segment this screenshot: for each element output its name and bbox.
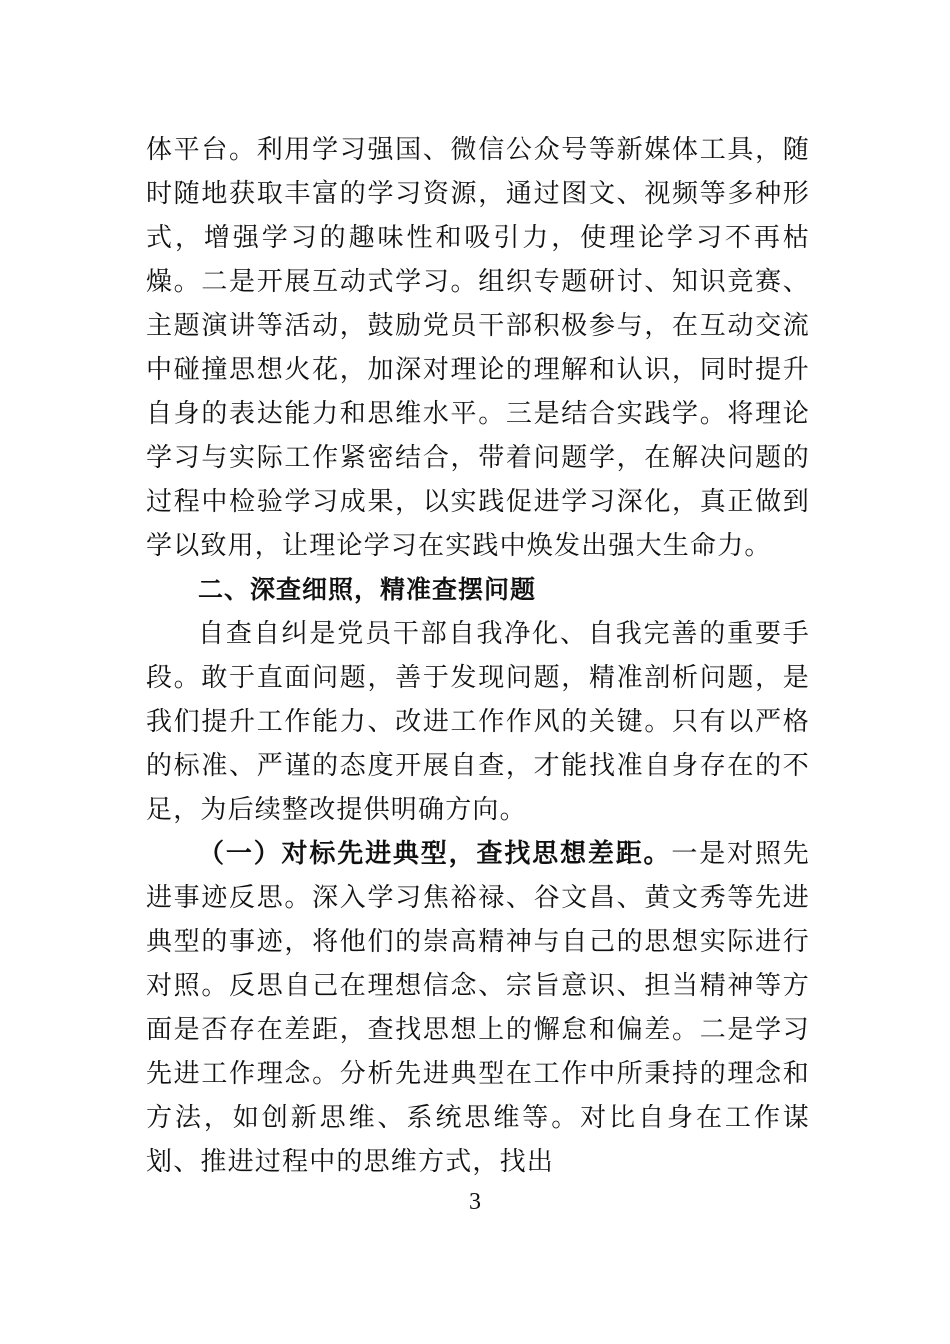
section-heading-2: 二、深查细照，精准查摆问题	[198, 575, 537, 604]
page-number: 3	[469, 1189, 481, 1215]
paragraph-benchmark-body: 一是对照先进事迹反思。深入学习焦裕禄、谷文昌、黄文秀等先进典型的事迹，将他们的崇高精神与自己的思想实际进行对照。反思自己在理想信念、宗旨意识、担当精神等方面是否存在差距，查找思想上的懈怠和偏差。二是学习先进工作理念。分析先进典型在工作中所秉持的理念和方法，如创新思维、系统思维等。对比自身在工作谋划、推进过程中的思维方式，找出	[146, 839, 810, 1177]
sub-heading-1: （一）对标先进典型，查找思想差距。	[198, 839, 672, 869]
paragraph-learning-methods: 体平台。利用学习强国、微信公众号等新媒体工具，随时随地获取丰富的学习资源，通过图文、视频等多种形式，增强学习的趣味性和吸引力，使理论学习不再枯燥。二是开展互动式学习。组织专题研讨、知识竞赛、主题演讲等活动，鼓励党员干部积极参与，在互动交流中碰撞思想火花，加深对理论的理解和认识，同时提升自身的表达能力和思维水平。三是结合实践学。将理论学习与实际工作紧密结合，带着问题学，在解决问题的过程中检验学习成果，以实践促进学习深化，真正做到学以致用，让理论学习在实践中焕发出强大生命力。	[146, 135, 810, 561]
paragraph-self-inspection: 自查自纠是党员干部自我净化、自我完善的重要手段。敢于直面问题，善于发现问题，精准剖析问题，是我们提升工作能力、改进工作作风的关键。只有以严格的标准、严谨的态度开展自查，才能找准自身存在的不足，为后续整改提供明确方向。	[146, 619, 810, 825]
document-body	[146, 128, 810, 1184]
paragraph-benchmark-models	[146, 832, 810, 1184]
